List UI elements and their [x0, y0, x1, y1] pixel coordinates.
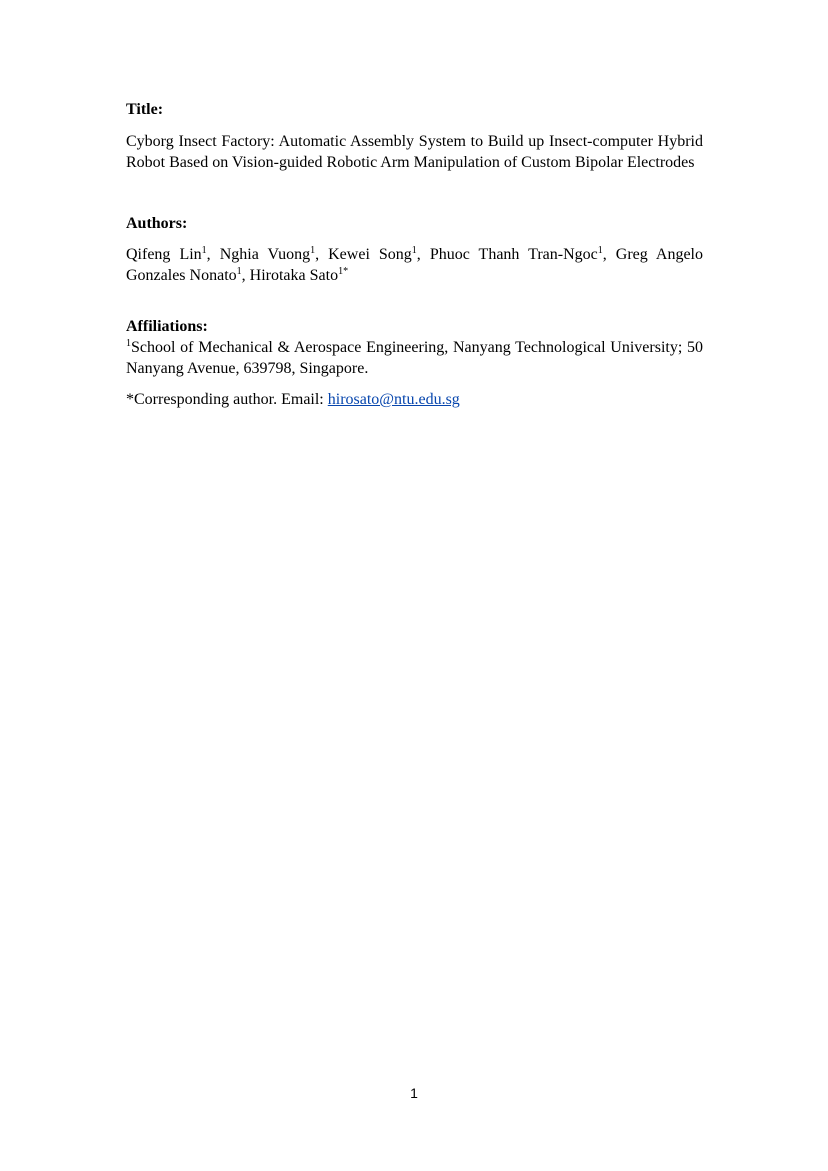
author-affiliation-marker: 1	[597, 245, 603, 256]
author-name: Greg Angelo Gonzales Nonato	[126, 246, 703, 284]
author-name: Phuoc Thanh Tran-Ngoc	[429, 246, 598, 263]
author-name: Kewei Song	[328, 246, 412, 263]
author-affiliation-marker: 1	[201, 245, 207, 256]
author-name: Hirotaka Sato	[249, 267, 339, 284]
author-affiliation-marker: 1	[411, 245, 417, 256]
email-link[interactable]: hirosato@ntu.edu.sg	[327, 391, 460, 408]
author-separator: ,	[602, 246, 616, 263]
author-separator: ,	[206, 246, 220, 263]
page-number: 1	[410, 1085, 418, 1101]
title-heading: Title:	[126, 101, 164, 118]
author-name: Nghia Vuong	[219, 246, 311, 263]
affiliation-marker: 1	[126, 338, 131, 349]
author-affiliation-marker: 1*	[338, 266, 349, 277]
affiliation-text	[126, 337, 703, 379]
author-separator: ,	[416, 246, 430, 263]
affiliations-heading: Affiliations:	[126, 318, 208, 335]
affiliation-address: School of Mechanical & Aerospace Engineering, Nanyang Technological University; 50 Nanyang Avenue, 639798, Singapore.	[126, 339, 703, 377]
author-name: Qifeng Lin	[126, 246, 202, 263]
paper-title: Cyborg Insect Factory: Automatic Assembly System to Build up Insect-computer Hybrid Robot Based on Vision-guided Robotic Arm Manipulation of Custom Bipolar Electrodes	[126, 133, 703, 171]
author-separator: ,	[315, 246, 329, 263]
corresponding-label: *Corresponding author. Email:	[126, 391, 328, 408]
author-affiliation-marker: 1	[236, 266, 242, 277]
author-affiliation-marker: 1	[310, 245, 316, 256]
authors-heading: Authors:	[126, 215, 188, 232]
corresponding-author	[126, 389, 703, 410]
author-list	[126, 244, 703, 286]
author-separator: ,	[241, 267, 250, 284]
front-matter	[126, 99, 703, 410]
